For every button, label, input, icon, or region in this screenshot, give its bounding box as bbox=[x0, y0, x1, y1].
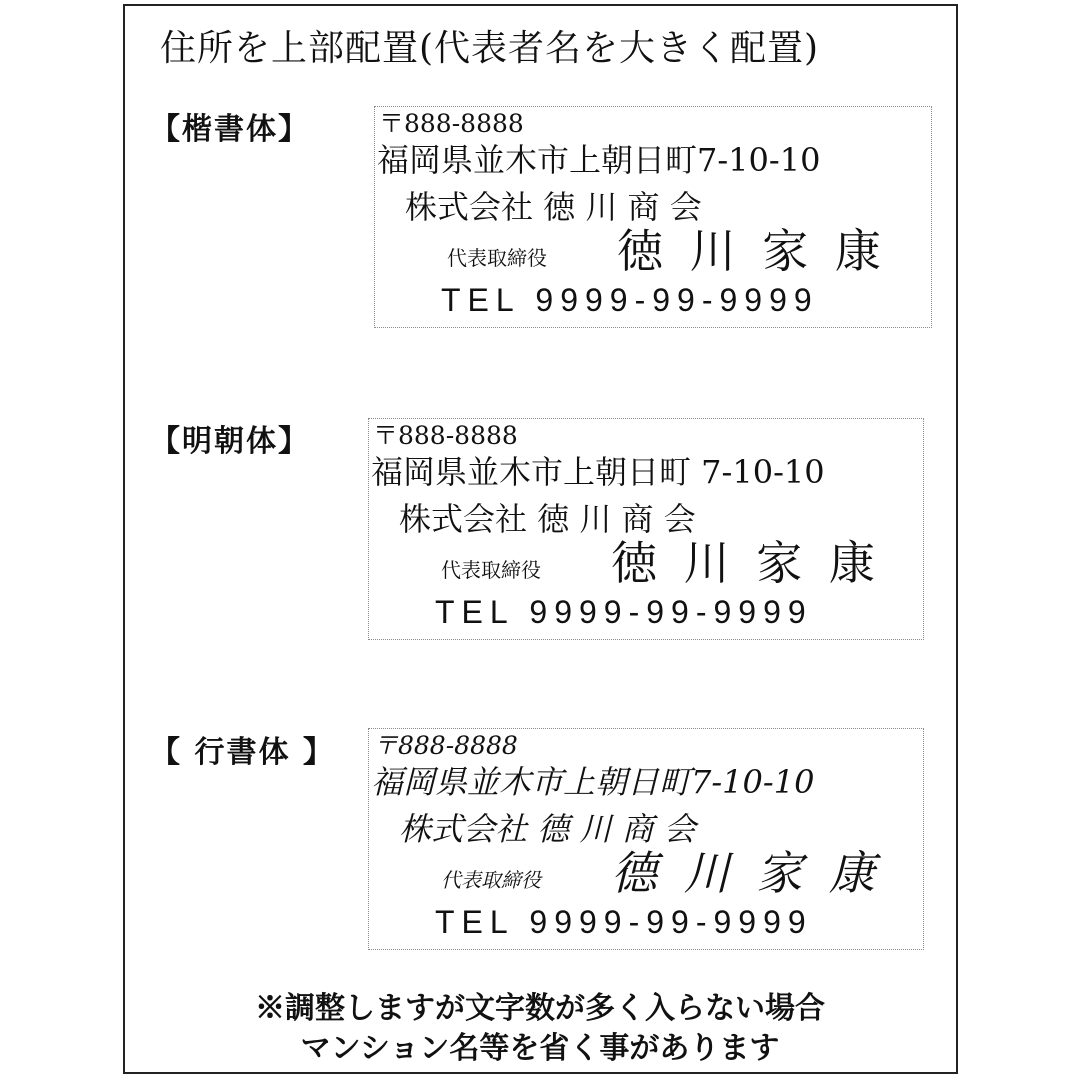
font-label-mincho: 【明朝体】 bbox=[150, 424, 310, 459]
note-line-1: ※調整しますが文字数が多く入らない場合 bbox=[255, 991, 825, 1026]
address: 福岡県並木市上朝日町 7-10-10 bbox=[371, 453, 825, 491]
representative-title: 代表取締役 bbox=[447, 246, 547, 270]
company-name: 株式会社 徳 川 商 会 bbox=[399, 500, 696, 538]
address: 福岡県並木市上朝日町7-10-10 bbox=[371, 763, 815, 801]
stamp-preview-gyosho bbox=[368, 728, 924, 950]
postal-code: 〒888-8888 bbox=[373, 421, 518, 450]
representative-name: 德 川 家 康 bbox=[611, 846, 881, 900]
postal-code: 〒888-8888 bbox=[373, 731, 518, 760]
address: 福岡県並木市上朝日町7-10-10 bbox=[377, 141, 821, 179]
font-label-kaisho: 【楷書体】 bbox=[150, 112, 310, 147]
telephone: TEL 9999-99-9999 bbox=[441, 282, 819, 318]
representative-name: 徳 川 家 康 bbox=[617, 224, 887, 278]
telephone: TEL 9999-99-9999 bbox=[435, 594, 813, 630]
company-name: 株式会社 德 川 商 会 bbox=[399, 810, 696, 848]
company-name: 株式会社 徳 川 商 会 bbox=[405, 188, 702, 226]
stamp-preview-kaisho bbox=[374, 106, 932, 328]
page-title: 住所を上部配置(代表者名を大きく配置) bbox=[160, 28, 820, 69]
postal-code: 〒888-8888 bbox=[379, 109, 524, 138]
stamp-preview-mincho bbox=[368, 418, 924, 640]
representative-title: 代表取締役 bbox=[441, 868, 541, 892]
telephone: TEL 9999-99-9999 bbox=[435, 904, 813, 940]
representative-title: 代表取締役 bbox=[441, 558, 541, 582]
representative-name: 徳 川 家 康 bbox=[611, 536, 881, 590]
font-label-gyosho: 【 行書体 】 bbox=[150, 735, 335, 770]
note-line-2: マンション名等を省く事があります bbox=[300, 1031, 780, 1066]
